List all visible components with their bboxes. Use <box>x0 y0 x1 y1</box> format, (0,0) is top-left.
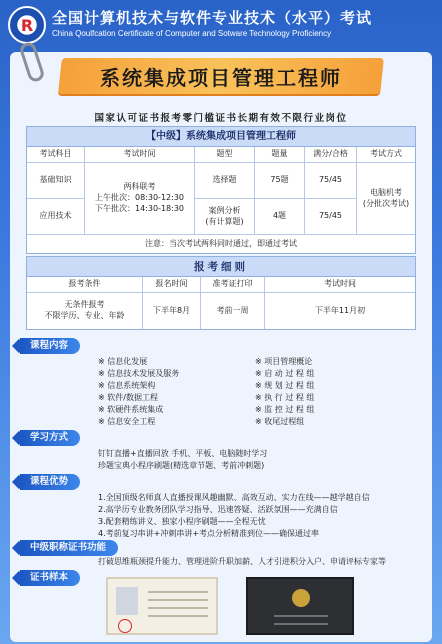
exam-header-time: 考试时间 <box>85 147 195 163</box>
detail-header-examtime: 考试时间 <box>265 277 415 293</box>
certificate-text-line <box>148 607 208 609</box>
exam-note: 注意：当次考试两科同时通过，即通过考试 <box>145 239 297 248</box>
detail-header-signup: 报名时间 <box>143 277 201 293</box>
detail-signup: 下半年8月 <box>143 293 201 329</box>
section-learning-method: 学习方式 <box>20 430 80 446</box>
cover-text-line <box>274 615 328 617</box>
detail-table-title: 报考细则 <box>27 257 415 277</box>
section-certificate-sample: 证书样本 <box>20 570 80 586</box>
content-left-5: ※ 软硬件系统集成 <box>98 405 164 414</box>
certificate-text-line <box>148 591 208 593</box>
detail-header-ticket: 准考证打印 <box>201 277 265 293</box>
score-basic: 75/45 <box>305 163 357 199</box>
function-line: 打破思维瓶颈提升能力、管理进阶升职加薪、人才引进积分入户、申请评标专家等 <box>98 557 386 566</box>
content-left-4: ※ 软件/数据工程 <box>98 393 158 402</box>
header-subtitle: China Qoulfcation Certificate of Computer and Sotware Technology Proficiency <box>52 29 332 38</box>
exam-time-cell <box>85 163 195 235</box>
detail-condition: 无条件报考 不限学历、专业、年龄 <box>27 293 143 329</box>
advantage-line-3: 3.配套精练讲义、独家小程序刷题——全程无忧 <box>98 517 266 526</box>
content-left-6: ※ 信息安全工程 <box>98 417 156 426</box>
exam-header-count: 题量 <box>255 147 305 163</box>
logo-letter: R <box>20 15 34 35</box>
page-title: 系统集成项目管理工程师 <box>100 65 342 90</box>
score-applied: 75/45 <box>305 199 357 235</box>
exam-logo <box>8 6 46 44</box>
method-line-2: 珍题宝典小程序刷题(精选章节题、考前冲刺题) <box>98 461 265 470</box>
exam-header-method: 考试方式 <box>357 147 415 163</box>
cover-text-line <box>274 623 328 625</box>
method-line-1: 钉钉直播+直播回放 手机、平板、电脑随时学习 <box>98 449 268 458</box>
subject-applied: 应用技术 <box>27 199 85 235</box>
type-choice: 选择题 <box>195 163 255 199</box>
certificate-photo <box>116 587 138 615</box>
content-right-1: ※ 项目管理概论 <box>255 357 313 366</box>
national-emblem-icon <box>292 589 310 607</box>
content-left-3: ※ 信息系统架构 <box>98 381 156 390</box>
detail-table <box>26 256 416 330</box>
detail-ticket: 考前一周 <box>201 293 265 329</box>
time-am: 上午批次：08:30-12:30 <box>95 193 184 203</box>
content-left-1: ※ 信息化发展 <box>98 357 148 366</box>
exam-header-score: 满分/合格 <box>305 147 357 163</box>
exam-table <box>26 126 416 254</box>
header <box>0 0 442 50</box>
content-right-5: ※ 监 控 过 程 组 <box>255 405 315 414</box>
certificate-seal-icon <box>118 619 132 633</box>
certificate-text-line <box>148 599 208 601</box>
exam-method: 电脑机考 (分批次考试) <box>357 163 415 235</box>
content-left-2: ※ 信息技术发展及服务 <box>98 369 180 378</box>
count-applied: 4题 <box>255 199 305 235</box>
section-course-content: 课程内容 <box>20 338 80 354</box>
type-case: 案例分析 (有计算题) <box>195 199 255 235</box>
content-right-4: ※ 执 行 过 程 组 <box>255 393 315 402</box>
tagline: 国家认可证书报考零门槛证书长期有效不限行业岗位 <box>94 113 348 124</box>
certificate-text-line <box>148 615 208 617</box>
certificate-sample-front <box>106 577 218 635</box>
advantage-line-2: 2.高学历专业教务团队学习指导、迅速答疑、活跃氛围——充满自信 <box>98 505 338 514</box>
content-right-6: ※ 收尾过程组 <box>255 417 305 426</box>
count-basic: 75题 <box>255 163 305 199</box>
certificate-sample-cover <box>246 577 354 635</box>
content-right-3: ※ 规 划 过 程 组 <box>255 381 315 390</box>
exam-table-title: 【中级】系统集成项目管理工程师 <box>27 127 415 147</box>
time-pm: 下午批次：14:30-18:30 <box>95 203 184 213</box>
detail-examtime: 下半年11月初 <box>314 305 366 315</box>
time-title: 两科联考 <box>123 182 156 192</box>
exam-header-subject: 考试科目 <box>27 147 85 163</box>
advantage-line-1: 1.全国顶级名师真人直播授课风趣幽默、高效互动、实力在线——越学越自信 <box>98 493 370 502</box>
subject-basic: 基础知识 <box>27 163 85 199</box>
header-title: 全国计算机技术与软件专业技术（水平）考试 <box>52 9 373 27</box>
exam-header-type: 题型 <box>195 147 255 163</box>
detail-header-condition: 报考条件 <box>27 277 143 293</box>
section-course-advantages: 课程优势 <box>20 474 80 490</box>
content-right-2: ※ 启 动 过 程 组 <box>255 369 315 378</box>
section-certificate-function: 中级职称证书功能 <box>20 540 118 556</box>
advantage-line-4: 4.考前复习串讲+冲刺串讲+考点分析精准到位——确保通过率 <box>98 529 320 538</box>
